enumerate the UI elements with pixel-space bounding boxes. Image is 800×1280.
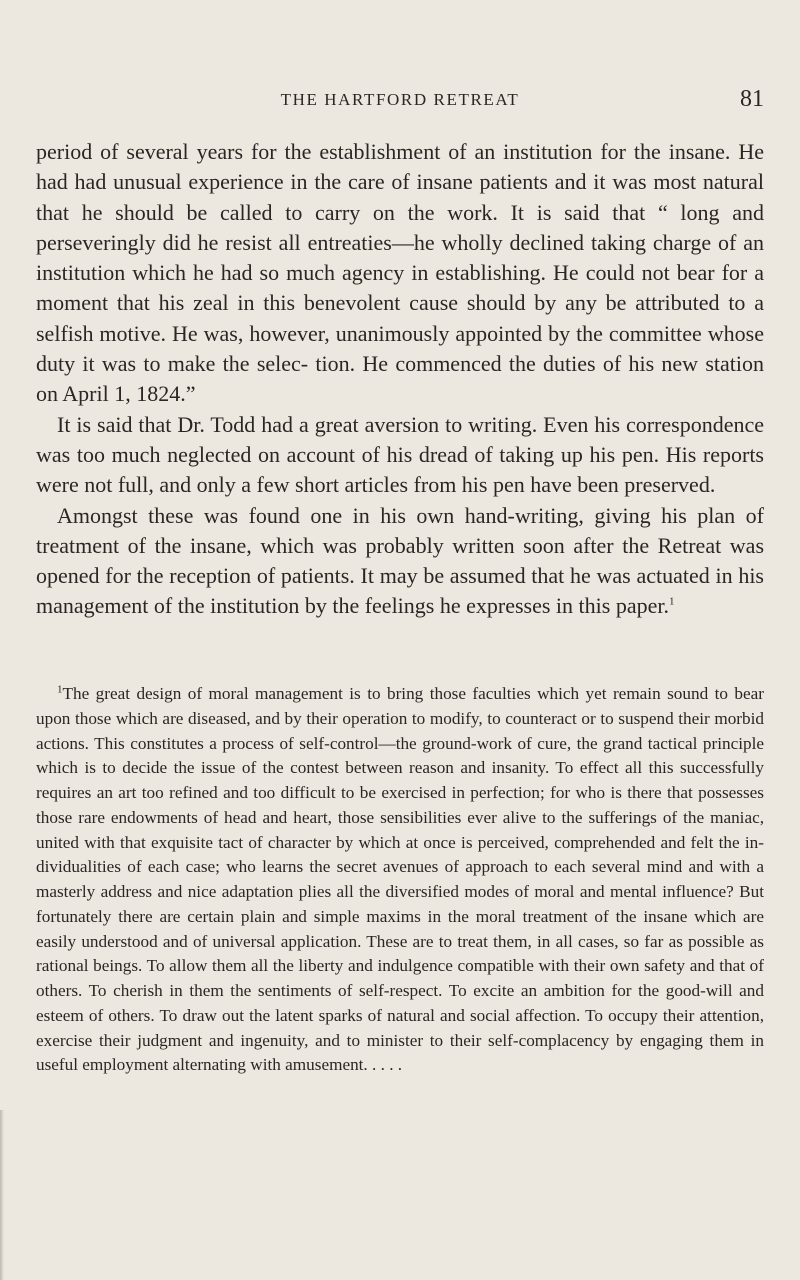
running-title: THE HARTFORD RETREAT xyxy=(280,90,520,109)
footnote-text: The great design of moral management is to bring those faculties which yet remain sound to bear upon those which are diseased, and by their operation to modify, to counteract or to suspend their morbid actions. This constitutes a process of self-control—the ground-work of cure, the grand tactical principle which is to decide the issue of the contest between reason and insanity. To effect all this successfully requires an art too refined and too difficult to be exercised in perfection; for who is there that possesses those rare endowments of head and heart, those sensibilities ever alive to the sufferings of the maniac, united with that exquisite tact of character by which at once is perceived, comprehended and felt the in- dividualities of each case; who learns the secret avenues of approach to each several mind and with a masterly address and nice adaptation plies all the diversified modes of moral and mental influence? But fortunately there are certain plain and simple maxims in the moral treatment of the insane which are easily understood and of universal application. These are to treat them, in all cases, so far as possible as rational beings. To allow them all the liberty and indulgence compatible with their own safety and that of others. To cherish in them the sentiments of self-respect. To excite an ambition for the good-will and esteem of others. To draw out the latent sparks of natural and social affection. To occupy their attention, exercise their judgment and ingenuity, and to minister to their self-complacency by engaging them in useful employment alternating with amusement. . . . . xyxy=(36,684,764,1075)
paragraph-3 xyxy=(36,501,764,622)
body-text xyxy=(36,137,764,622)
paragraph-2: It is said that Dr. Todd had a great aversion to writing. Even his correspondence was too much neglected on account of his dread of taking up his pen. His reports were not full, and only a few short articles from his pen have been preserved. xyxy=(36,411,764,498)
page-header xyxy=(36,86,764,120)
footnote xyxy=(36,682,764,1078)
page-number: 81 xyxy=(740,86,764,112)
footnote-reference: 1 xyxy=(668,596,675,609)
footnote-marker: 1 xyxy=(57,683,63,696)
paragraph-1: period of several years for the establishment of an institution for the insane. He had had unusual experience in the care of insane patients and it was most natural that he should be called to carry on the work. It is said that “ long and perseveringly did he resist all entreaties—he wholly declined taking charge of an institution which he had so much agency in establishing. He could not bear for a moment that his zeal in this benevolent cause should by any be attributed to a selfish motive. He was, however, unanimously appointed by the committee whose duty it was to make the selec- tion. He commenced the duties of his new station on April 1, 1824.” xyxy=(36,139,764,407)
page-edge-shadow xyxy=(0,1110,4,1280)
paragraph-3-text: Amongst these was found one in his own hand-writing, giving his plan of treatment of the insane, which was probably written soon after the Retreat was opened for the reception of patients. It may be assumed that he was actuated in his management of the institution by the feelings he expresses in this paper. xyxy=(36,502,764,619)
